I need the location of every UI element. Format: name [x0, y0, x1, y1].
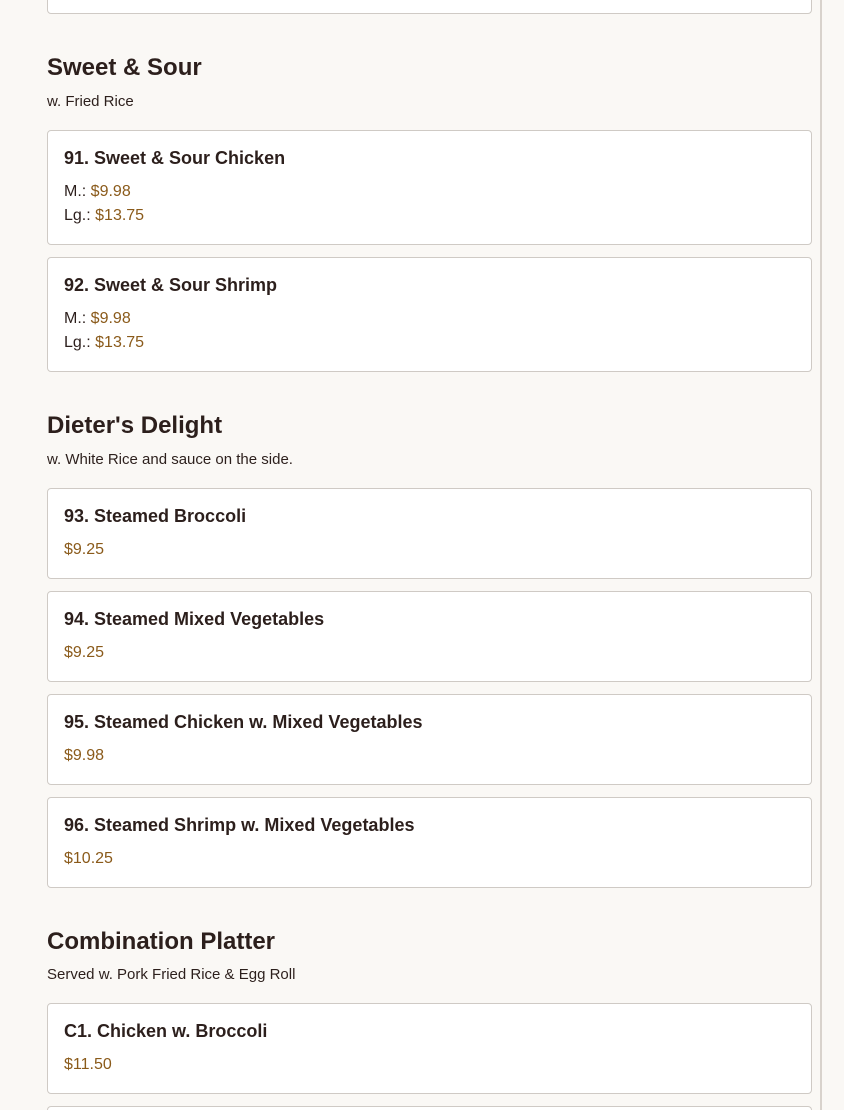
price-row-medium	[64, 310, 131, 328]
menu-item-price: $9.25	[64, 644, 105, 661]
size-label: Lg.:	[64, 207, 96, 224]
menu-item-price: $9.98	[64, 747, 105, 764]
menu-item-card-next[interactable]	[47, 1106, 812, 1110]
section-title: Sweet & Sour	[47, 54, 202, 81]
price-row-large	[64, 207, 144, 225]
section-title: Combination Platter	[47, 928, 276, 955]
price-row-large	[64, 334, 144, 352]
menu-item-card-previous[interactable]	[47, 0, 812, 14]
menu-item-card[interactable]	[47, 797, 812, 888]
menu-item-price: $13.75	[95, 207, 145, 224]
size-label: M.:	[64, 183, 91, 200]
menu-item-name: 96. Steamed Shrimp w. Mixed Vegetables	[64, 815, 415, 835]
menu-item-price: $9.25	[64, 541, 105, 558]
menu-item-price: $11.50	[64, 1056, 112, 1073]
menu-item-name: 94. Steamed Mixed Vegetables	[64, 609, 325, 629]
menu-item-name: 95. Steamed Chicken w. Mixed Vegetables	[64, 712, 423, 732]
menu-item-name: 93. Steamed Broccoli	[64, 506, 247, 526]
menu-item-card[interactable]	[47, 488, 812, 579]
menu-item-name: C1. Chicken w. Broccoli	[64, 1021, 268, 1041]
section-subtitle: w. Fried Rice	[47, 93, 134, 110]
menu-item-price: $9.98	[90, 310, 131, 327]
menu-item-card[interactable]	[47, 1003, 812, 1094]
price-row-medium	[64, 183, 131, 201]
menu-item-name: 91. Sweet & Sour Chicken	[64, 148, 286, 168]
menu-item-card[interactable]	[47, 257, 812, 372]
menu-item-card[interactable]	[47, 130, 812, 245]
menu-item-price: $10.25	[64, 850, 113, 867]
section-title: Dieter's Delight	[47, 412, 223, 439]
menu-item-price: $13.75	[95, 334, 145, 351]
menu-item-card[interactable]	[47, 591, 812, 682]
menu-item-name: 92. Sweet & Sour Shrimp	[64, 275, 278, 295]
section-subtitle: Served w. Pork Fried Rice & Egg Roll	[47, 966, 296, 983]
size-label: M.:	[64, 310, 91, 327]
section-subtitle: w. White Rice and sauce on the side.	[47, 451, 293, 468]
size-label: Lg.:	[64, 334, 96, 351]
menu-item-card[interactable]	[47, 694, 812, 785]
menu-item-price: $9.98	[90, 183, 131, 200]
